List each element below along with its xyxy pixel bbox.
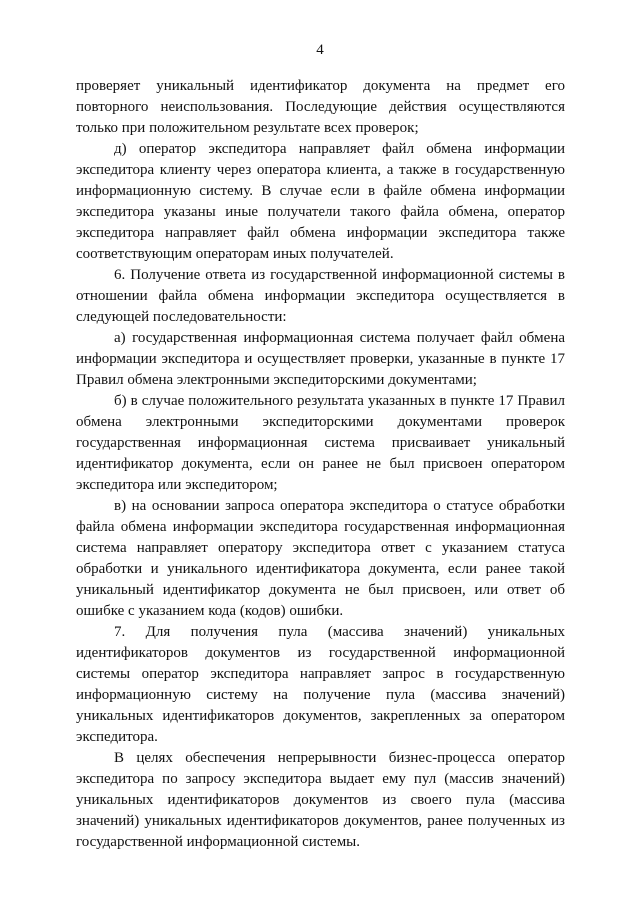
paragraph-item-b: б) в случае положительного результата указанных в пункте 17 Правил обмена электронными экспедиторскими документами проверок государственная информационная система присваивает уникальный идентификатор документа, если он ранее не был присвоен оператором экспедитора или экспедитором; [76, 393, 565, 493]
page-number: 4 [316, 42, 324, 58]
paragraph-continuation: проверяет уникальный идентификатор документа на предмет его повторного неиспользования. Последующие действия осуществляются только при положительном результате всех проверок; [76, 78, 565, 136]
document-body [76, 76, 565, 853]
paragraph-clause-7: 7. Для получения пула (массива значений) уникальных идентификаторов документов из государственной информационной системы оператор экспедитора направляет запрос в государственную информационную систему на получение пула (массива значений) уникальных идентификаторов документов, закрепленных за оператором экспедитора. [76, 624, 565, 745]
paragraph-item-a: а) государственная информационная система получает файл обмена информации экспедитора и осуществляет проверки, указанные в пункте 17 Правил обмена электронными экспедиторскими документами; [76, 330, 565, 388]
paragraph-clause-6: 6. Получение ответа из государственной информационной системы в отношении файла обмена информации экспедитора осуществляется в следующей последовательности: [76, 267, 565, 325]
paragraph-continuity: В целях обеспечения непрерывности бизнес-процесса оператор экспедитора по запросу экспедитора выдает ему пул (массив значений) уникальных идентификаторов документов из своего пула (массива значений) уникальных идентификаторов документов, ранее полученных из государственной информационной системы. [76, 750, 565, 850]
paragraph-item-d: д) оператор экспедитора направляет файл обмена информации экспедитора клиенту через оператора клиента, а также в государственную информационную систему. В случае если в файле обмена информации экспедитора указаны иные получатели такого файла обмена, оператор экспедитора направляет файл обмена информации экспедитора также соответствующим операторам иных получателей. [76, 141, 565, 262]
paragraph-item-v: в) на основании запроса оператора экспедитора о статусе обработки файла обмена информации экспедитора государственная информационная система направляет оператору экспедитора ответ с указанием статуса обработки и уникального идентификатора документа, если ранее такой уникальный идентификатор документа не был присвоен, или ответ об ошибке с указанием кода (кодов) ошибки. [76, 498, 565, 619]
